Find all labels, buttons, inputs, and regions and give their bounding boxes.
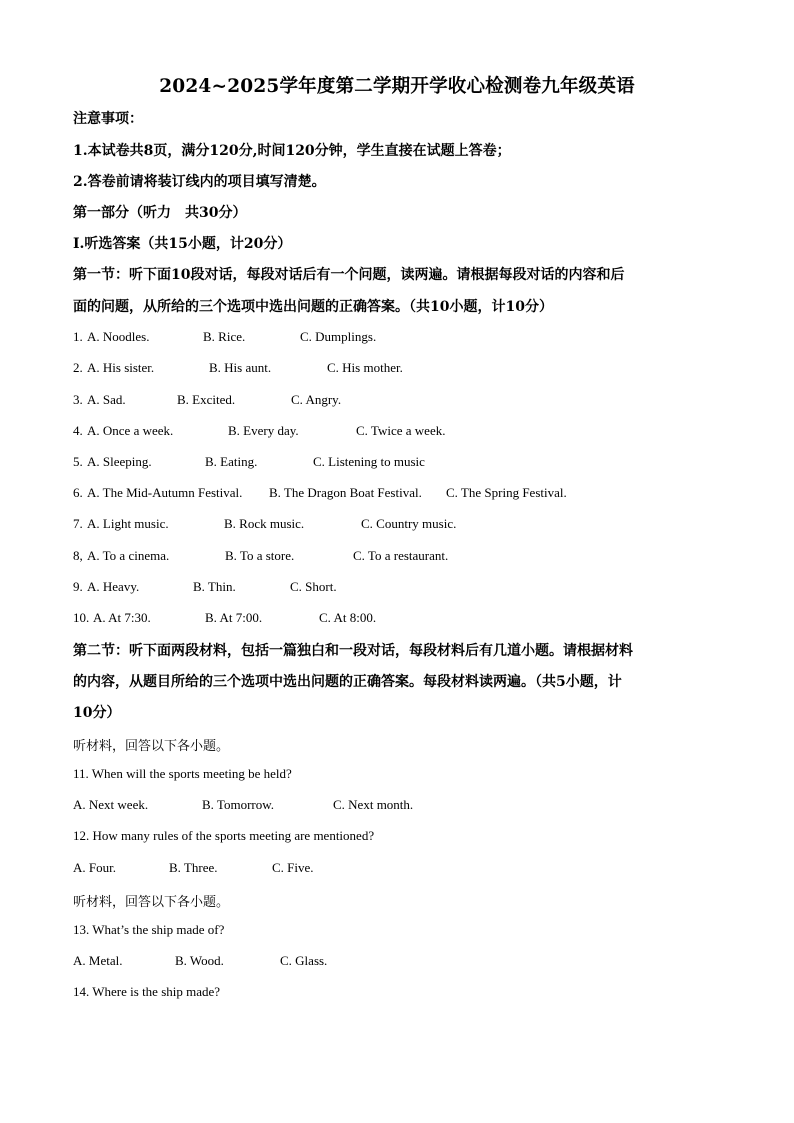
question-number: 4. <box>73 423 83 438</box>
option-b: B. Eating. <box>205 454 258 469</box>
option-c: C. Glass. <box>280 953 328 968</box>
option-b: B. Tomorrow. <box>202 797 275 812</box>
option-c: C. Next month. <box>333 797 414 812</box>
option-c: C. The Spring Festival. <box>446 485 567 500</box>
option-a: A. Metal. <box>73 953 123 968</box>
option-a: A. His sister. <box>87 360 155 375</box>
option-c: C. Twice a week. <box>356 423 446 438</box>
question-row <box>73 423 446 439</box>
option-b: B. At 7:00. <box>205 610 263 625</box>
part1-heading: 第一部分（听力 共30分） <box>73 205 247 221</box>
option-a: A. At 7:30. <box>93 610 151 625</box>
option-a: A. Heavy. <box>87 579 140 594</box>
option-b: B. To a store. <box>225 548 295 563</box>
question-stem: 12. How many rules of the sports meeting are mentioned? <box>73 828 375 843</box>
option-b: B. Every day. <box>228 423 299 438</box>
option-c: C. Five. <box>272 860 314 875</box>
exam-title: 2024~2025学年度第二学期开学收心检测卷九年级英语 <box>159 76 635 97</box>
question-row <box>73 360 403 376</box>
option-b: B. The Dragon Boat Festival. <box>269 485 422 500</box>
option-a: A. Once a week. <box>87 423 174 438</box>
option-b: B. His aunt. <box>209 360 272 375</box>
section1-instructions-line2: 面的问题，从所给的三个选项中选出问题的正确答案。（共10小题，计10分） <box>73 299 553 315</box>
option-b: B. Wood. <box>175 953 224 968</box>
note-1: 1.本试卷共8页，满分120分,时间120分钟，学生直接在试题上答卷； <box>73 143 511 159</box>
option-b: B. Excited. <box>177 392 236 407</box>
option-c: C. His mother. <box>327 360 403 375</box>
option-c: C. Dumplings. <box>300 329 377 344</box>
section1-heading: Ⅰ.听选答案（共15小题，计20分） <box>73 236 292 252</box>
option-a: A. Noodles. <box>87 329 150 344</box>
question-number: 9. <box>73 579 83 594</box>
option-b: B. Rice. <box>203 329 246 344</box>
option-b: B. Rock music. <box>224 516 305 531</box>
question-row <box>73 548 449 564</box>
note-2: 2.答卷前请将装订线内的项目填写清楚。 <box>73 174 326 190</box>
option-b: B. Thin. <box>193 579 236 594</box>
question-stem: 13. What’s the ship made of? <box>73 922 225 937</box>
question-row <box>73 516 457 532</box>
option-a: A. To a cinema. <box>87 548 170 563</box>
option-a: A. Sad. <box>87 392 126 407</box>
option-c: C. Listening to music <box>313 454 425 469</box>
option-a: A. Sleeping. <box>87 454 152 469</box>
question-number: 7. <box>73 516 83 531</box>
listen-prompt: 听材料，回答以下各小题。 <box>73 895 230 910</box>
option-a: A. Four. <box>73 860 116 875</box>
question-number: 10. <box>73 610 90 625</box>
section2-instructions-line1: 第二节：听下面两段材料，包括一篇独白和一段对话，每段材料后有几道小题。请根据材料 <box>73 643 633 659</box>
question-row <box>73 579 337 595</box>
option-c: C. Angry. <box>291 392 342 407</box>
section1-instructions-line1: 第一节：听下面10段对话，每段对话后有一个问题，读两遍。请根据每段对话的内容和后 <box>73 267 625 283</box>
question-number: 1. <box>73 329 83 344</box>
question-row <box>73 485 567 501</box>
option-b: B. Three. <box>169 860 218 875</box>
question-row <box>73 454 425 470</box>
option-c: C. To a restaurant. <box>353 548 449 563</box>
option-a: A. Light music. <box>87 516 169 531</box>
question-row <box>73 392 342 408</box>
question-number: 2. <box>73 360 83 375</box>
notes-heading: 注意事项： <box>73 111 143 127</box>
question-row <box>73 329 377 345</box>
question-stem: 11. When will the sports meeting be held? <box>73 766 292 781</box>
section2-instructions-line3: 10分） <box>73 705 121 721</box>
option-c: C. Short. <box>290 579 337 594</box>
question-number: 6. <box>73 485 83 500</box>
option-a: A. The Mid-Autumn Festival. <box>87 485 243 500</box>
question-number: 3. <box>73 392 83 407</box>
question-row <box>73 610 377 626</box>
question-number: 8, <box>73 548 83 563</box>
listen-prompt: 听材料，回答以下各小题。 <box>73 739 230 754</box>
question-number: 5. <box>73 454 83 469</box>
section2-instructions-line2: 的内容，从题目所给的三个选项中选出问题的正确答案。每段材料读两遍。（共5小题，计 <box>73 674 622 690</box>
question-stem: 14. Where is the ship made? <box>73 984 221 999</box>
option-c: C. At 8:00. <box>319 610 377 625</box>
option-c: C. Country music. <box>361 516 457 531</box>
option-a: A. Next week. <box>73 797 149 812</box>
